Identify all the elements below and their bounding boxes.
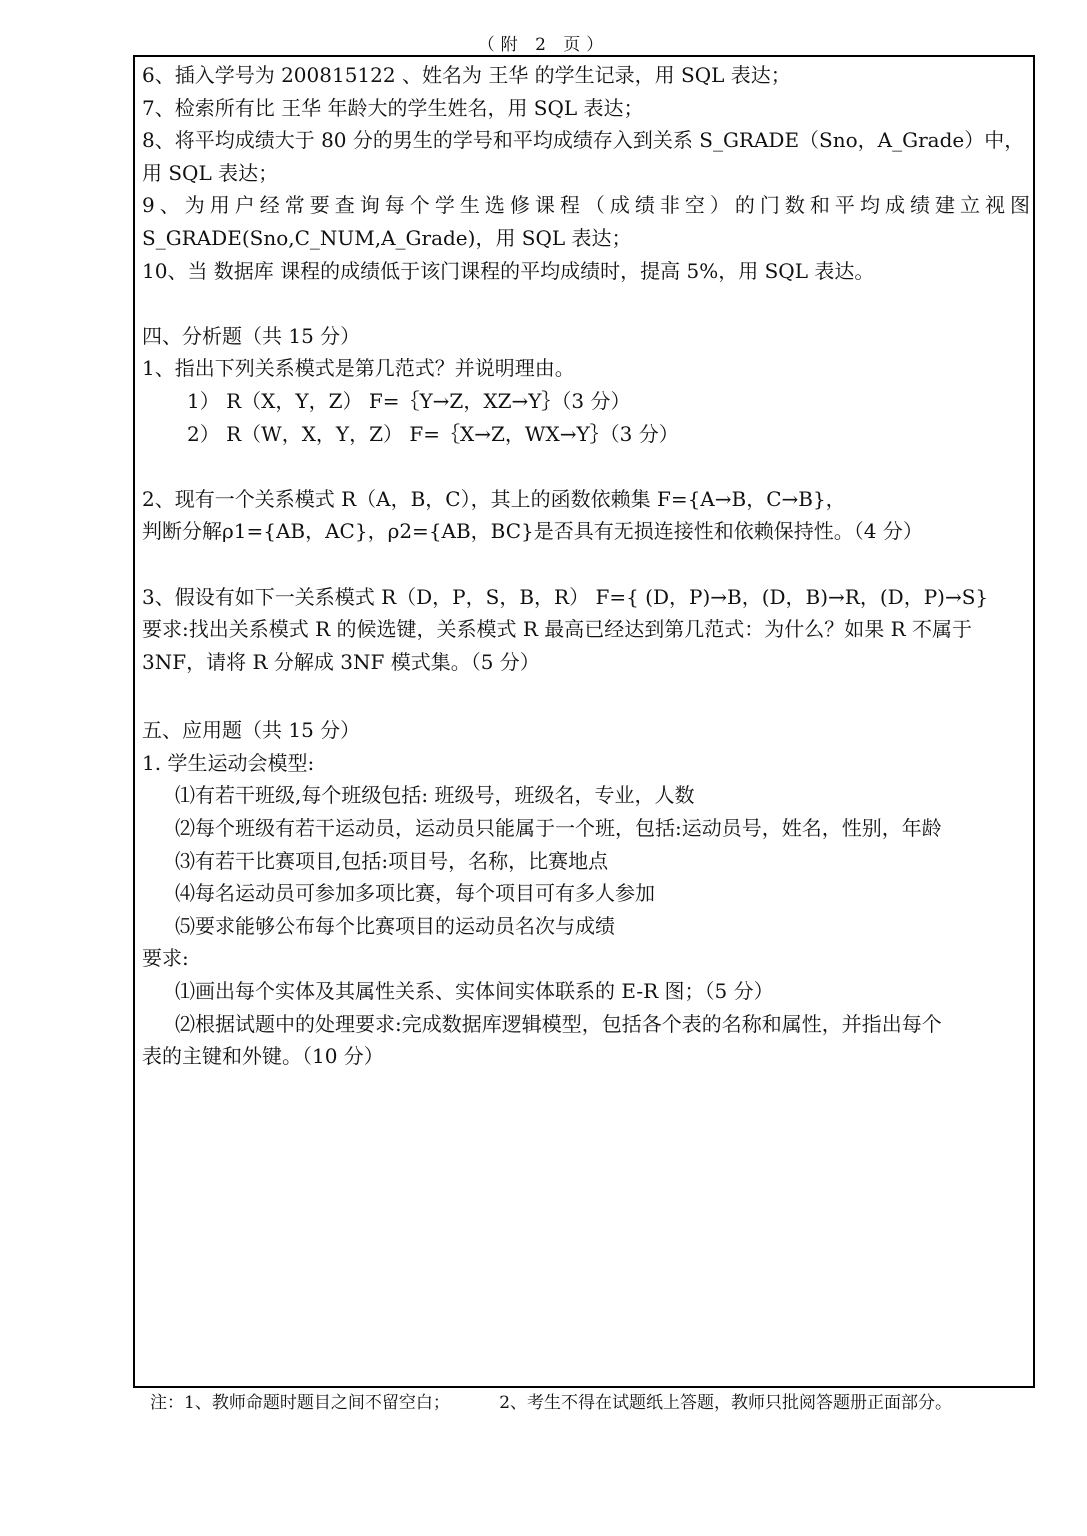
s5-requirements-label: 要求: xyxy=(142,946,189,971)
spacer xyxy=(142,678,1030,714)
s4-question-1-sub-2: 2） R（W，X，Y，Z） F=｛X→Z，WX→Y｝（3 分） xyxy=(187,421,679,446)
question-8-line-2: 用 SQL 表达； xyxy=(142,160,279,185)
s4-question-3-line-3: 3NF，请将 R 分解成 3NF 模式集。（5 分） xyxy=(142,649,540,674)
s5-condition-2: ⑵每个班级有若干运动员，运动员只能属于一个班，包括:运动员号，姓名，性别，年龄 xyxy=(175,816,942,841)
section-4-title: 四、分析题（共 15 分） xyxy=(142,323,361,348)
s4-question-2-line-1: 2、现有一个关系模式 R（A，B，C），其上的函数依赖集 F={A→B，C→B}， xyxy=(142,486,846,511)
question-7: 7、检索所有比 王华 年龄大的学生姓名，用 SQL 表达； xyxy=(142,95,644,120)
s5-requirement-1: ⑴画出每个实体及其属性关系、实体间实体联系的 E-R 图；（5 分） xyxy=(175,979,774,1004)
s5-question-1-stem: 1. 学生运动会模型: xyxy=(142,750,315,775)
spacer xyxy=(142,450,1030,483)
spacer xyxy=(142,548,1030,581)
footer-note-1: 注：1、教师命题时题目之间不留空白； xyxy=(150,1393,450,1413)
s4-question-1-stem: 1、指出下列关系模式是第几范式？并说明理由。 xyxy=(142,356,575,381)
s5-condition-4: ⑷每名运动员可参加多项比赛，每个项目可有多人参加 xyxy=(175,881,655,906)
question-10: 10、当 数据库 课程的成绩低于该门课程的平均成绩时，提高 5%，用 SQL 表达。 xyxy=(142,258,875,283)
s5-condition-1: ⑴有若干班级,每个班级包括: 班级号，班级名，专业，人数 xyxy=(175,783,695,808)
spacer xyxy=(142,287,1030,320)
s4-question-3-line-2: 要求:找出关系模式 R 的候选键，关系模式 R 最高已经达到第几范式：为什么？如果 R 不属于 xyxy=(142,617,973,642)
question-9-line-2: S_GRADE(Sno,C_NUM,A_Grade)，用 SQL 表达； xyxy=(142,225,632,250)
s4-question-3-line-1: 3、假设有如下一关系模式 R（D，P，S，B，R） F={ (D，P)→B，(D，B)→R，(D，P)→S} xyxy=(142,584,989,609)
page-number-label: （附 2 页） xyxy=(477,35,610,55)
s5-condition-3: ⑶有若干比赛项目,包括:项目号，名称，比赛地点 xyxy=(175,848,609,873)
question-9-line-1: 9、为用户经常要查询每个学生选修课程（成绩非空）的门数和平均成绩建立视图 xyxy=(142,193,1030,218)
question-8-line-1: 8、将平均成绩大于 80 分的男生的学号和平均成绩存入到关系 S_GRADE（Sno，A_Grade）中， xyxy=(142,128,1025,153)
exam-content xyxy=(142,59,1030,1073)
s5-condition-5: ⑸要求能够公布每个比赛项目的运动员名次与成绩 xyxy=(175,913,615,938)
footer-note xyxy=(150,1388,1050,1413)
question-6: 6、插入学号为 200815122 、姓名为 王华 的学生记录，用 SQL 表达； xyxy=(142,63,791,87)
s5-requirement-2-line-2: 表的主键和外键。（10 分） xyxy=(142,1044,384,1069)
section-5-title: 五、应用题（共 15 分） xyxy=(142,718,361,743)
footer-note-2: 2、考生不得在试题纸上答题，教师只批阅答题册正面部分。 xyxy=(499,1393,953,1413)
s5-requirement-2-line-1: ⑵根据试题中的处理要求:完成数据库逻辑模型，包括各个表的名称和属性，并指出每个 xyxy=(175,1011,942,1036)
s4-question-1-sub-1: 1） R（X，Y，Z） F=｛Y→Z，XZ→Y｝（3 分） xyxy=(187,388,631,413)
s4-question-2-line-2: 判断分解ρ1={AB，AC}，ρ2={AB，BC}是否具有无损连接性和依赖保持性。（4 分） xyxy=(142,519,923,544)
